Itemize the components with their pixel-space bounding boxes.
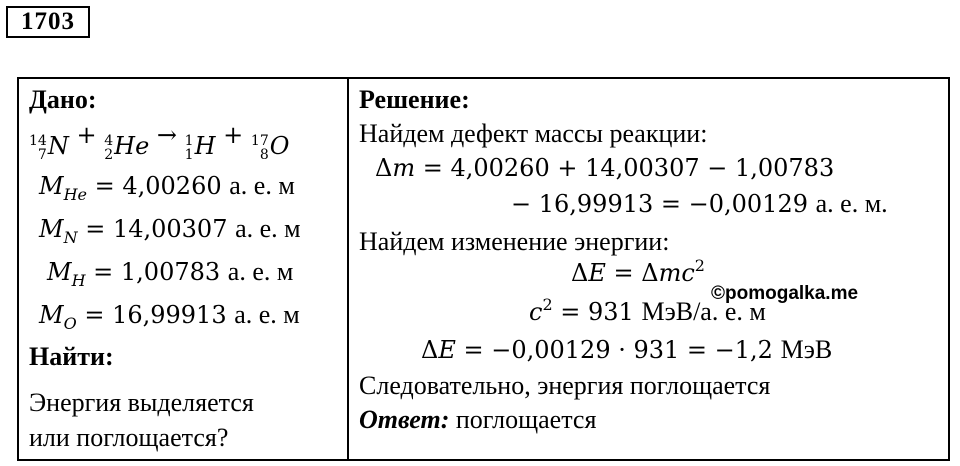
answer-line — [359, 405, 596, 435]
mass-defect-line2: − 16,99913 = −0,00129 а. е. м. — [511, 189, 888, 218]
answer-label: Ответ: — [359, 405, 450, 434]
solution-column — [349, 79, 948, 459]
mass-n: $M_N = 14,00307$ а. е. м — [39, 214, 301, 247]
find-question-line2: или поглощается? — [29, 423, 229, 452]
mass-o: $M_O = 16,99913$ а. е. м — [39, 300, 300, 333]
solution-table — [17, 77, 950, 461]
solution-heading: Решение: — [359, 85, 470, 114]
given-column — [19, 79, 347, 459]
reaction-equation: 14 7 N + 4 2 He → 1 1 H + 17 8 O — [29, 121, 290, 163]
watermark: ©pomogalka.me — [711, 283, 859, 304]
step2-text: Найдем изменение энергии: — [359, 227, 670, 256]
conclusion-text: Следовательно, энергия поглощается — [359, 371, 771, 400]
c-squared-line: $c^2 = 931$ МэВ/а. е. м — [529, 295, 766, 326]
energy-calculation: ΔE = −0,00129 · 931 = −1,2 МэВ — [421, 335, 833, 364]
answer-text: поглощается — [449, 405, 597, 434]
mass-defect-line1: Δm = 4,00260 + 14,00307 − 1,00783 — [375, 154, 835, 182]
mass-he: $M_{He} = 4,00260$ а. е. м — [39, 171, 295, 204]
find-heading: Найти: — [29, 342, 114, 371]
given-heading: Дано: — [29, 85, 97, 114]
problem-number: 1703 — [6, 6, 90, 38]
energy-formula: ΔE = Δmc$^2$ — [571, 256, 705, 287]
step1-text: Найдем дефект массы реакции: — [359, 119, 708, 148]
mass-h: $M_H = 1,00783$ а. е. м — [47, 257, 294, 290]
find-question-line1: Энергия выделяется — [29, 388, 254, 417]
